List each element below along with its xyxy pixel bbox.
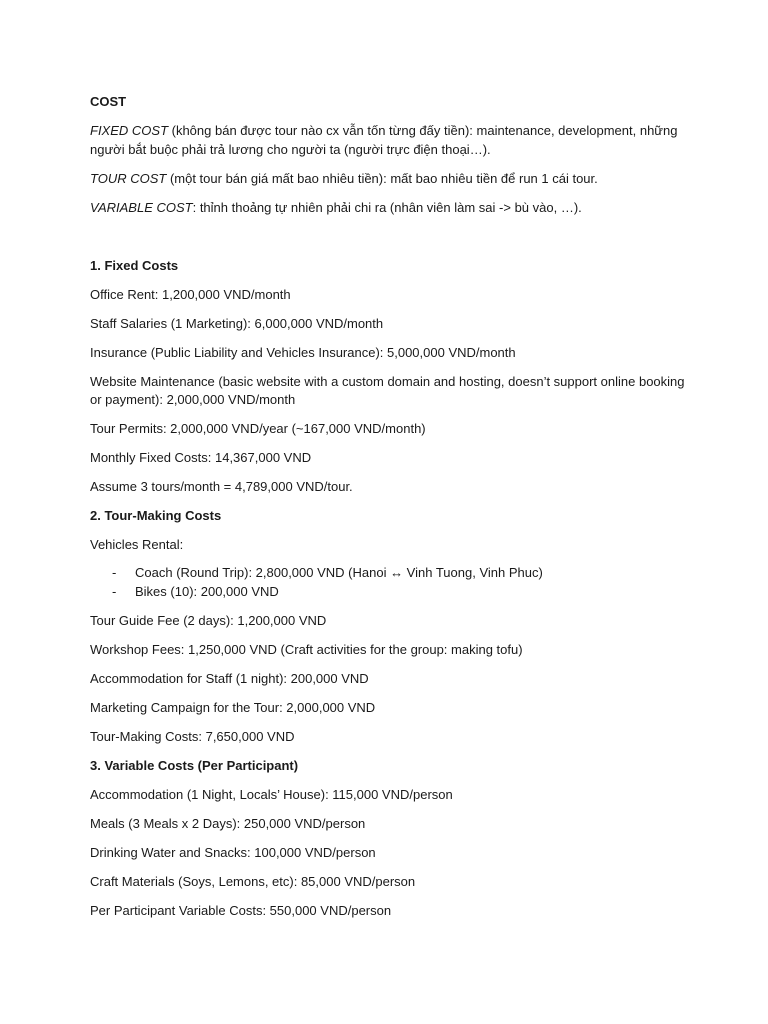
tour-cost-label: TOUR COST bbox=[90, 170, 167, 186]
variable-cost-item: Craft Materials (Soys, Lemons, etc): 85,000 VND/person bbox=[90, 873, 416, 889]
tour-cost-total: Tour-Making Costs: 7,650,000 VND bbox=[90, 728, 295, 744]
fixed-cost-item: Office Rent: 1,200,000 VND/month bbox=[90, 286, 291, 302]
variable-cost-text: : thỉnh thoảng tự nhiên phải chi ra (nhân viên làm sai -> bù vào, …). bbox=[192, 199, 582, 215]
fixed-cost-total: Monthly Fixed Costs: 14,367,000 VND bbox=[90, 450, 312, 465]
tour-cost-item: Tour Guide Fee (2 days): 1,200,000 VND bbox=[90, 612, 327, 628]
fixed-cost-text: (không bán được tour nào cx vẫn tốn từng đấy tiền): maintenance, development, những người bắt buộc phải trả lương cho người ta (người trực điện thoại…). bbox=[90, 123, 678, 157]
vehicle-item: Bikes (10): 200,000 VND bbox=[135, 583, 279, 599]
fixed-cost-definition bbox=[90, 122, 690, 159]
dash-bullet: - bbox=[112, 583, 117, 599]
variable-cost-definition bbox=[90, 199, 690, 218]
fixed-cost-item: Insurance (Public Liability and Vehicles Insurance): 5,000,000 VND/month bbox=[90, 344, 516, 360]
list-item bbox=[90, 583, 690, 602]
fixed-cost-item: Tour Permits: 2,000,000 VND/year (~167,000 VND/month) bbox=[90, 421, 426, 436]
variable-cost-item: Accommodation (1 Night, Locals’ House): 115,000 VND/person bbox=[90, 786, 453, 802]
tour-cost-item: Accommodation for Staff (1 night): 200,000 VND bbox=[90, 670, 369, 686]
fixed-cost-label: FIXED COST bbox=[90, 123, 169, 138]
vehicles-rental-label: Vehicles Rental: bbox=[90, 537, 184, 552]
cost-heading: COST bbox=[90, 94, 127, 109]
variable-cost-total: Per Participant Variable Costs: 550,000 VND/person bbox=[90, 902, 392, 918]
blank-line bbox=[90, 228, 690, 257]
tour-cost-item: Workshop Fees: 1,250,000 VND (Craft activities for the group: making tofu) bbox=[90, 641, 523, 657]
list-item bbox=[90, 564, 690, 583]
document-body bbox=[90, 93, 690, 931]
tour-cost-definition bbox=[90, 170, 690, 189]
tour-costs-heading: 2. Tour-Making Costs bbox=[90, 508, 222, 523]
fixed-cost-per-tour: Assume 3 tours/month = 4,789,000 VND/tour. bbox=[90, 479, 353, 494]
tour-cost-item: Marketing Campaign for the Tour: 2,000,000 VND bbox=[90, 699, 376, 715]
variable-cost-item: Drinking Water and Snacks: 100,000 VND/person bbox=[90, 844, 376, 860]
variable-costs-heading: 3. Variable Costs (Per Participant) bbox=[90, 757, 299, 773]
fixed-costs-heading: 1. Fixed Costs bbox=[90, 257, 179, 273]
fixed-cost-item: Website Maintenance (basic website with a custom domain and hosting, doesn’t support online booking or payment): 2,000,000 VND/month bbox=[90, 373, 685, 407]
variable-cost-label: VARIABLE COST bbox=[90, 199, 193, 215]
variable-cost-item: Meals (3 Meals x 2 Days): 250,000 VND/person bbox=[90, 815, 366, 831]
vehicle-item: Coach (Round Trip): 2,800,000 VND (Hanoi ↔ Vinh Tuong, Vinh Phuc) bbox=[135, 565, 543, 580]
fixed-cost-item: Staff Salaries (1 Marketing): 6,000,000 VND/month bbox=[90, 315, 384, 331]
dash-bullet: - bbox=[112, 565, 117, 580]
vehicles-list bbox=[90, 564, 690, 601]
tour-cost-text: (một tour bán giá mất bao nhiêu tiền): mất bao nhiêu tiền để run 1 cái tour. bbox=[166, 170, 598, 186]
